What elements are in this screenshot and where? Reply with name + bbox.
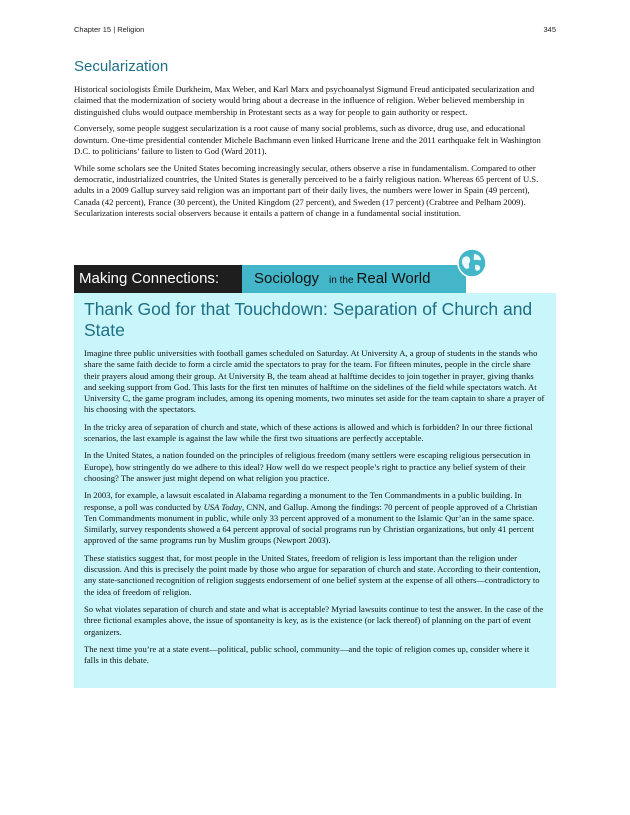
feature-word-real-world: Real World (356, 270, 431, 287)
feature-label: Making Connections: (74, 265, 242, 293)
feature-header (74, 265, 556, 293)
feature-box (74, 293, 556, 688)
feature-category (242, 265, 466, 293)
section-body (74, 84, 556, 225)
paragraph: The next time you’re at a state event—political, public school, community—and the topic of religion comes up, consider where it falls in this debate. (84, 643, 530, 666)
feature-title: Thank God for that Touchdown: Separation of Church and State (84, 299, 533, 340)
paragraph: In the tricky area of separation of church and state, which of these actions is allowed and which is forbidden? In our three fictional scenarios, the last example is against the law while the first two situations are perfectly acceptable. (84, 421, 533, 444)
globe-icon (457, 248, 487, 278)
feature-body (84, 348, 546, 666)
paragraph: While some scholars see the United States becoming increasingly secular, others observe a rise in fundamentalism. Compared to other democratic, industrialized countries, the United States is generally perceived to be a fairly religious nation. Whereas 65 percent of U.S. adults in a 2009 Gallup survey said religion was an important part of their daily lives, the numbers were lower in Spain (49 percent), Canada (42 percent), France (30 percent), the United Kingdom (27 percent), and Sweden (17 percent) (Crabtree and Pelham 2009). Secularization interests social observers because it entails a pattern of change in a fundamental social institution. (74, 162, 539, 218)
paragraph: So what violates separation of church and state and what is acceptable? Myriad lawsuits continue to test the answer. In the case of the three fictional examples above, the issue of spontaneity is key, as is the existence (or lack thereof) of planning on the part of event organizers. (84, 603, 544, 637)
paragraph: These statistics suggest that, for most people in the United States, freedom of religion is less important than the religion under discussion. And this is precisely the point made by those who argue for separation of church and state. According to their contention, any state-sanctioned recognition of religion suggests endorsement of one belief system at the expense of all others—contradictory to the idea of freedom of religion. (84, 552, 541, 597)
chapter-label: Chapter 15 | Religion (74, 25, 145, 34)
publication-name: USA Today (203, 501, 243, 512)
paragraph: Historical sociologists Émile Durkheim, Max Weber, and Karl Marx and psychoanalyst Sigmund Freud anticipated secularization and claimed that the modernization of society would bring about a decrease in the influence of religion. Weber believed membership in distinguished clubs would outpace membership in Protestant sects as a way for people to gain authority or respect. (74, 84, 535, 117)
paragraph: Conversely, some people suggest secularization is a root cause of many social problems, such as divorce, drug use, and educational downturn. One-time presidential contender Michele Bachmann even linked Hurricane Irene and the 2011 earthquake felt in Washington D.C. to politicians’ failure to listen to God (Ward 2011). (74, 123, 541, 156)
lawsuit-text-after: , CNN, and Gallup. Among the findings: 70 percent of people approved of a Christian Ten Commandments monument in public, while only 33 percent approved of a monument to the Islamic Qur’an in the same space. Similarly, survey respondents showed a 64 percent approval of social programs run by Christian organizations, but only 41 percent approved of the same programs run by Muslim groups (Newport 2003). (84, 501, 538, 546)
running-head (74, 25, 556, 37)
feature-word-in-the: in the (329, 275, 354, 286)
paragraph: Imagine three public universities with football games scheduled on Saturday. At University A, a group of students in the stands who share the same faith decide to form a circle amid the spectators to pray for the team. For fifteen minutes, people in the circle share their prayers aloud among their group. At University B, the team ahead at halftime decides to join together in prayer, giving thanks and seeking support from God. This lasts for the first ten minutes of halftime on the sidelines of the field while spectators watch. At University C, the game program includes, among its opening moments, two minutes set aside for the team captain to share a prayer of his choosing with the spectators. (84, 348, 545, 415)
lawsuit-text-before: In 2003, for example, a lawsuit escalated in Alabama regarding a monument to the Ten Commandments in a public building. In response, a poll was conducted by (84, 490, 522, 512)
feature-word-sociology: Sociology (254, 270, 320, 287)
section-heading: Secularization (74, 58, 169, 75)
paragraph-lawsuit (84, 490, 546, 546)
paragraph: In the United States, a nation founded on the principles of religious freedom (many settlers were escaping religious persecution in Europe), how stringently do we adhere to this ideal? How well do we respect people’s right to practice any belief system of their choosing? The answer just might depend on what religion you practice. (84, 450, 531, 483)
page-number: 345 (543, 25, 556, 34)
